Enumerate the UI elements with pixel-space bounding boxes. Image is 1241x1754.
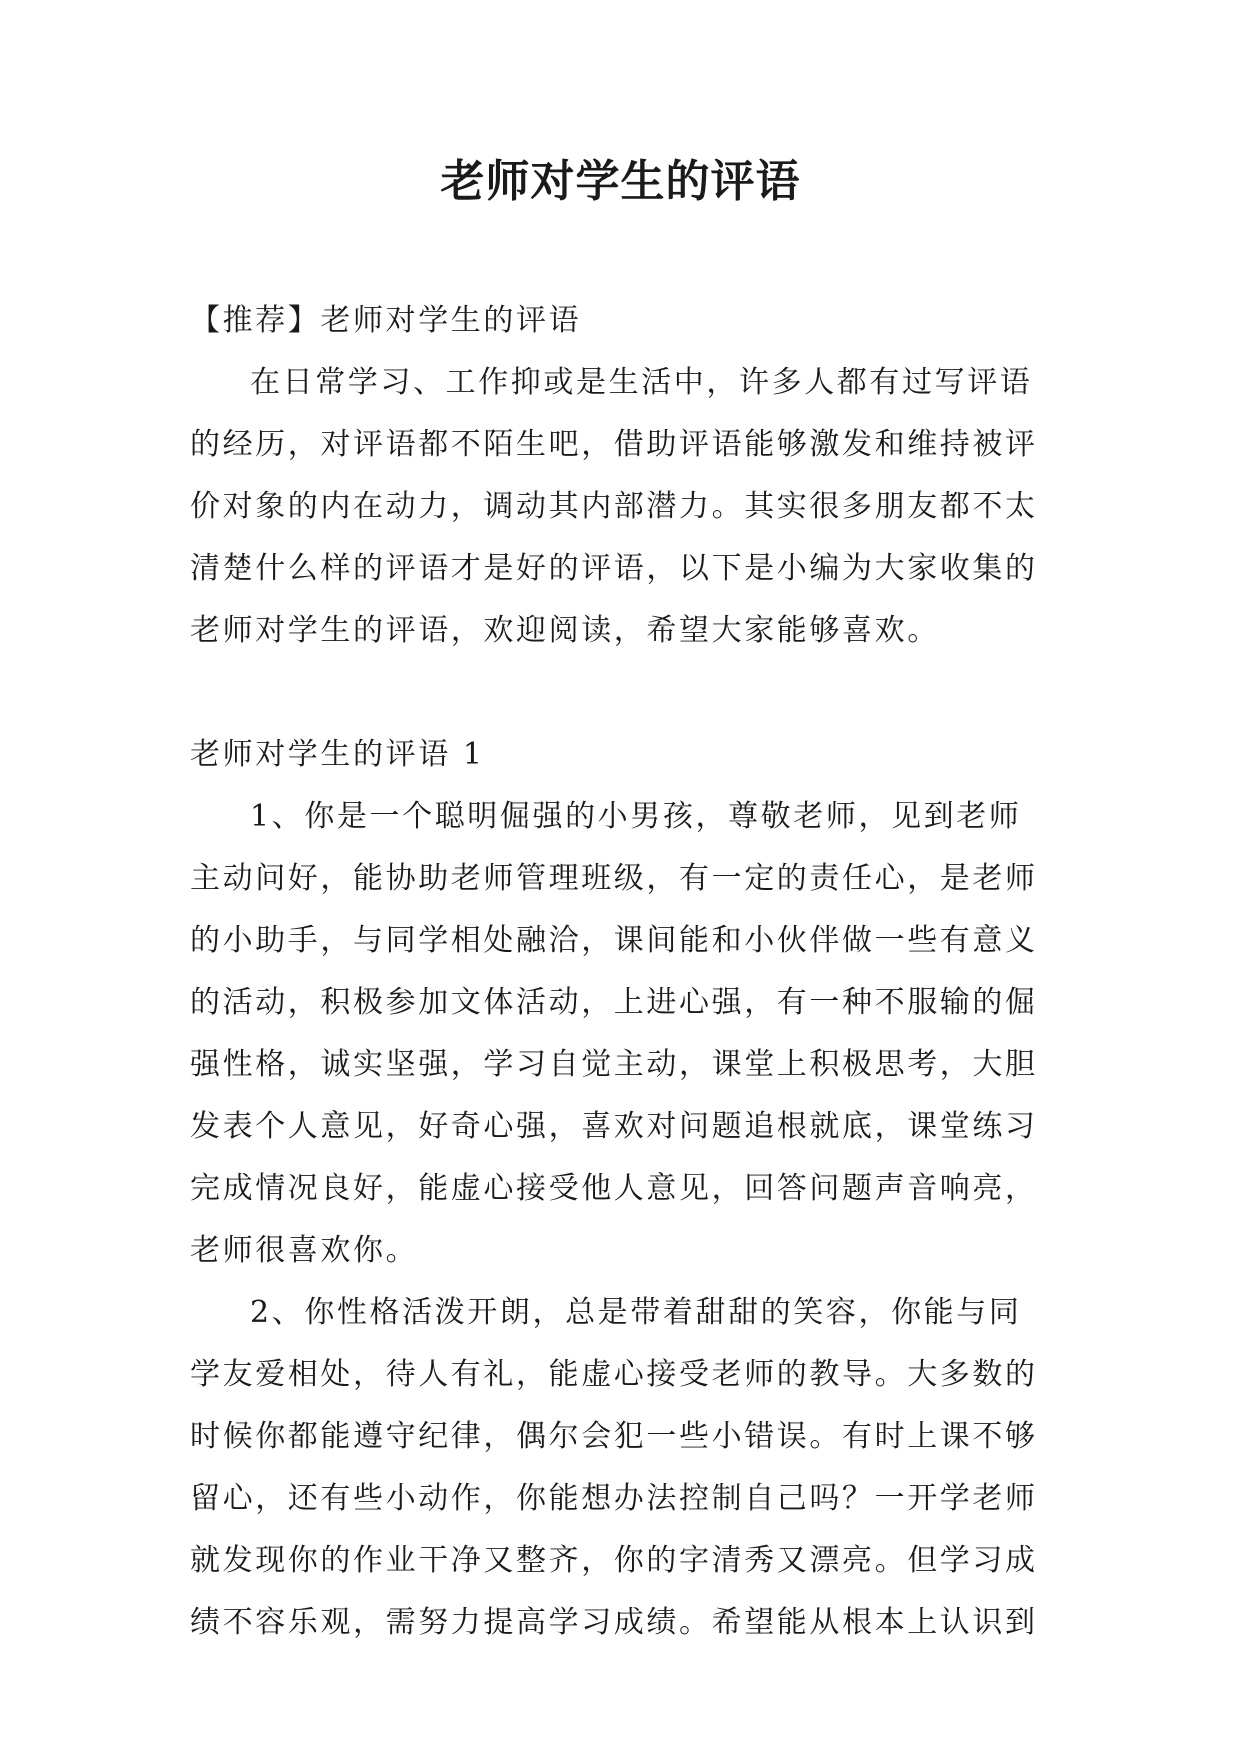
document-body	[190, 290, 1050, 1654]
document-title: 老师对学生的评语	[440, 156, 801, 207]
paragraph-gap	[190, 662, 1050, 724]
recommend-line: 【推荐】老师对学生的评语	[190, 303, 582, 338]
comment-item-2: 2、你性格活泼开朗，总是带着甜甜的笑容，你能与同学友爱相处，待人有礼，能虚心接受老师的教导。大多数的时候你都能遵守纪律，偶尔会犯一些小错误。有时上课不够留心，还有些小动作，你能想办法控制自己吗？一开学老师就发现你的作业干净又整齐，你的字清秀又漂亮。但学习成绩不容乐观，需努力提高学习成绩。希望能从根本上认识到	[190, 1295, 1038, 1640]
section-heading: 老师对学生的评语 1	[190, 737, 485, 772]
intro-paragraph: 在日常学习、工作抑或是生活中，许多人都有过写评语的经历，对评语都不陌生吧，借助评语能够激发和维持被评价对象的内在动力，调动其内部潜力。其实很多朋友都不太清楚什么样的评语才是好的评语，以下是小编为大家收集的老师对学生的评语，欢迎阅读，希望大家能够喜欢。	[190, 365, 1038, 648]
comment-item-1: 1、你是一个聪明倔强的小男孩，尊敬老师，见到老师主动问好，能协助老师管理班级，有一定的责任心，是老师的小助手，与同学相处融洽，课间能和小伙伴做一些有意义的活动，积极参加文体活动，上进心强，有一种不服输的倔强性格，诚实坚强，学习自觉主动，课堂上积极思考，大胆发表个人意见，好奇心强，喜欢对问题追根就底，课堂练习完成情况良好，能虚心接受他人意见，回答问题声音响亮，老师很喜欢你。	[190, 799, 1038, 1268]
